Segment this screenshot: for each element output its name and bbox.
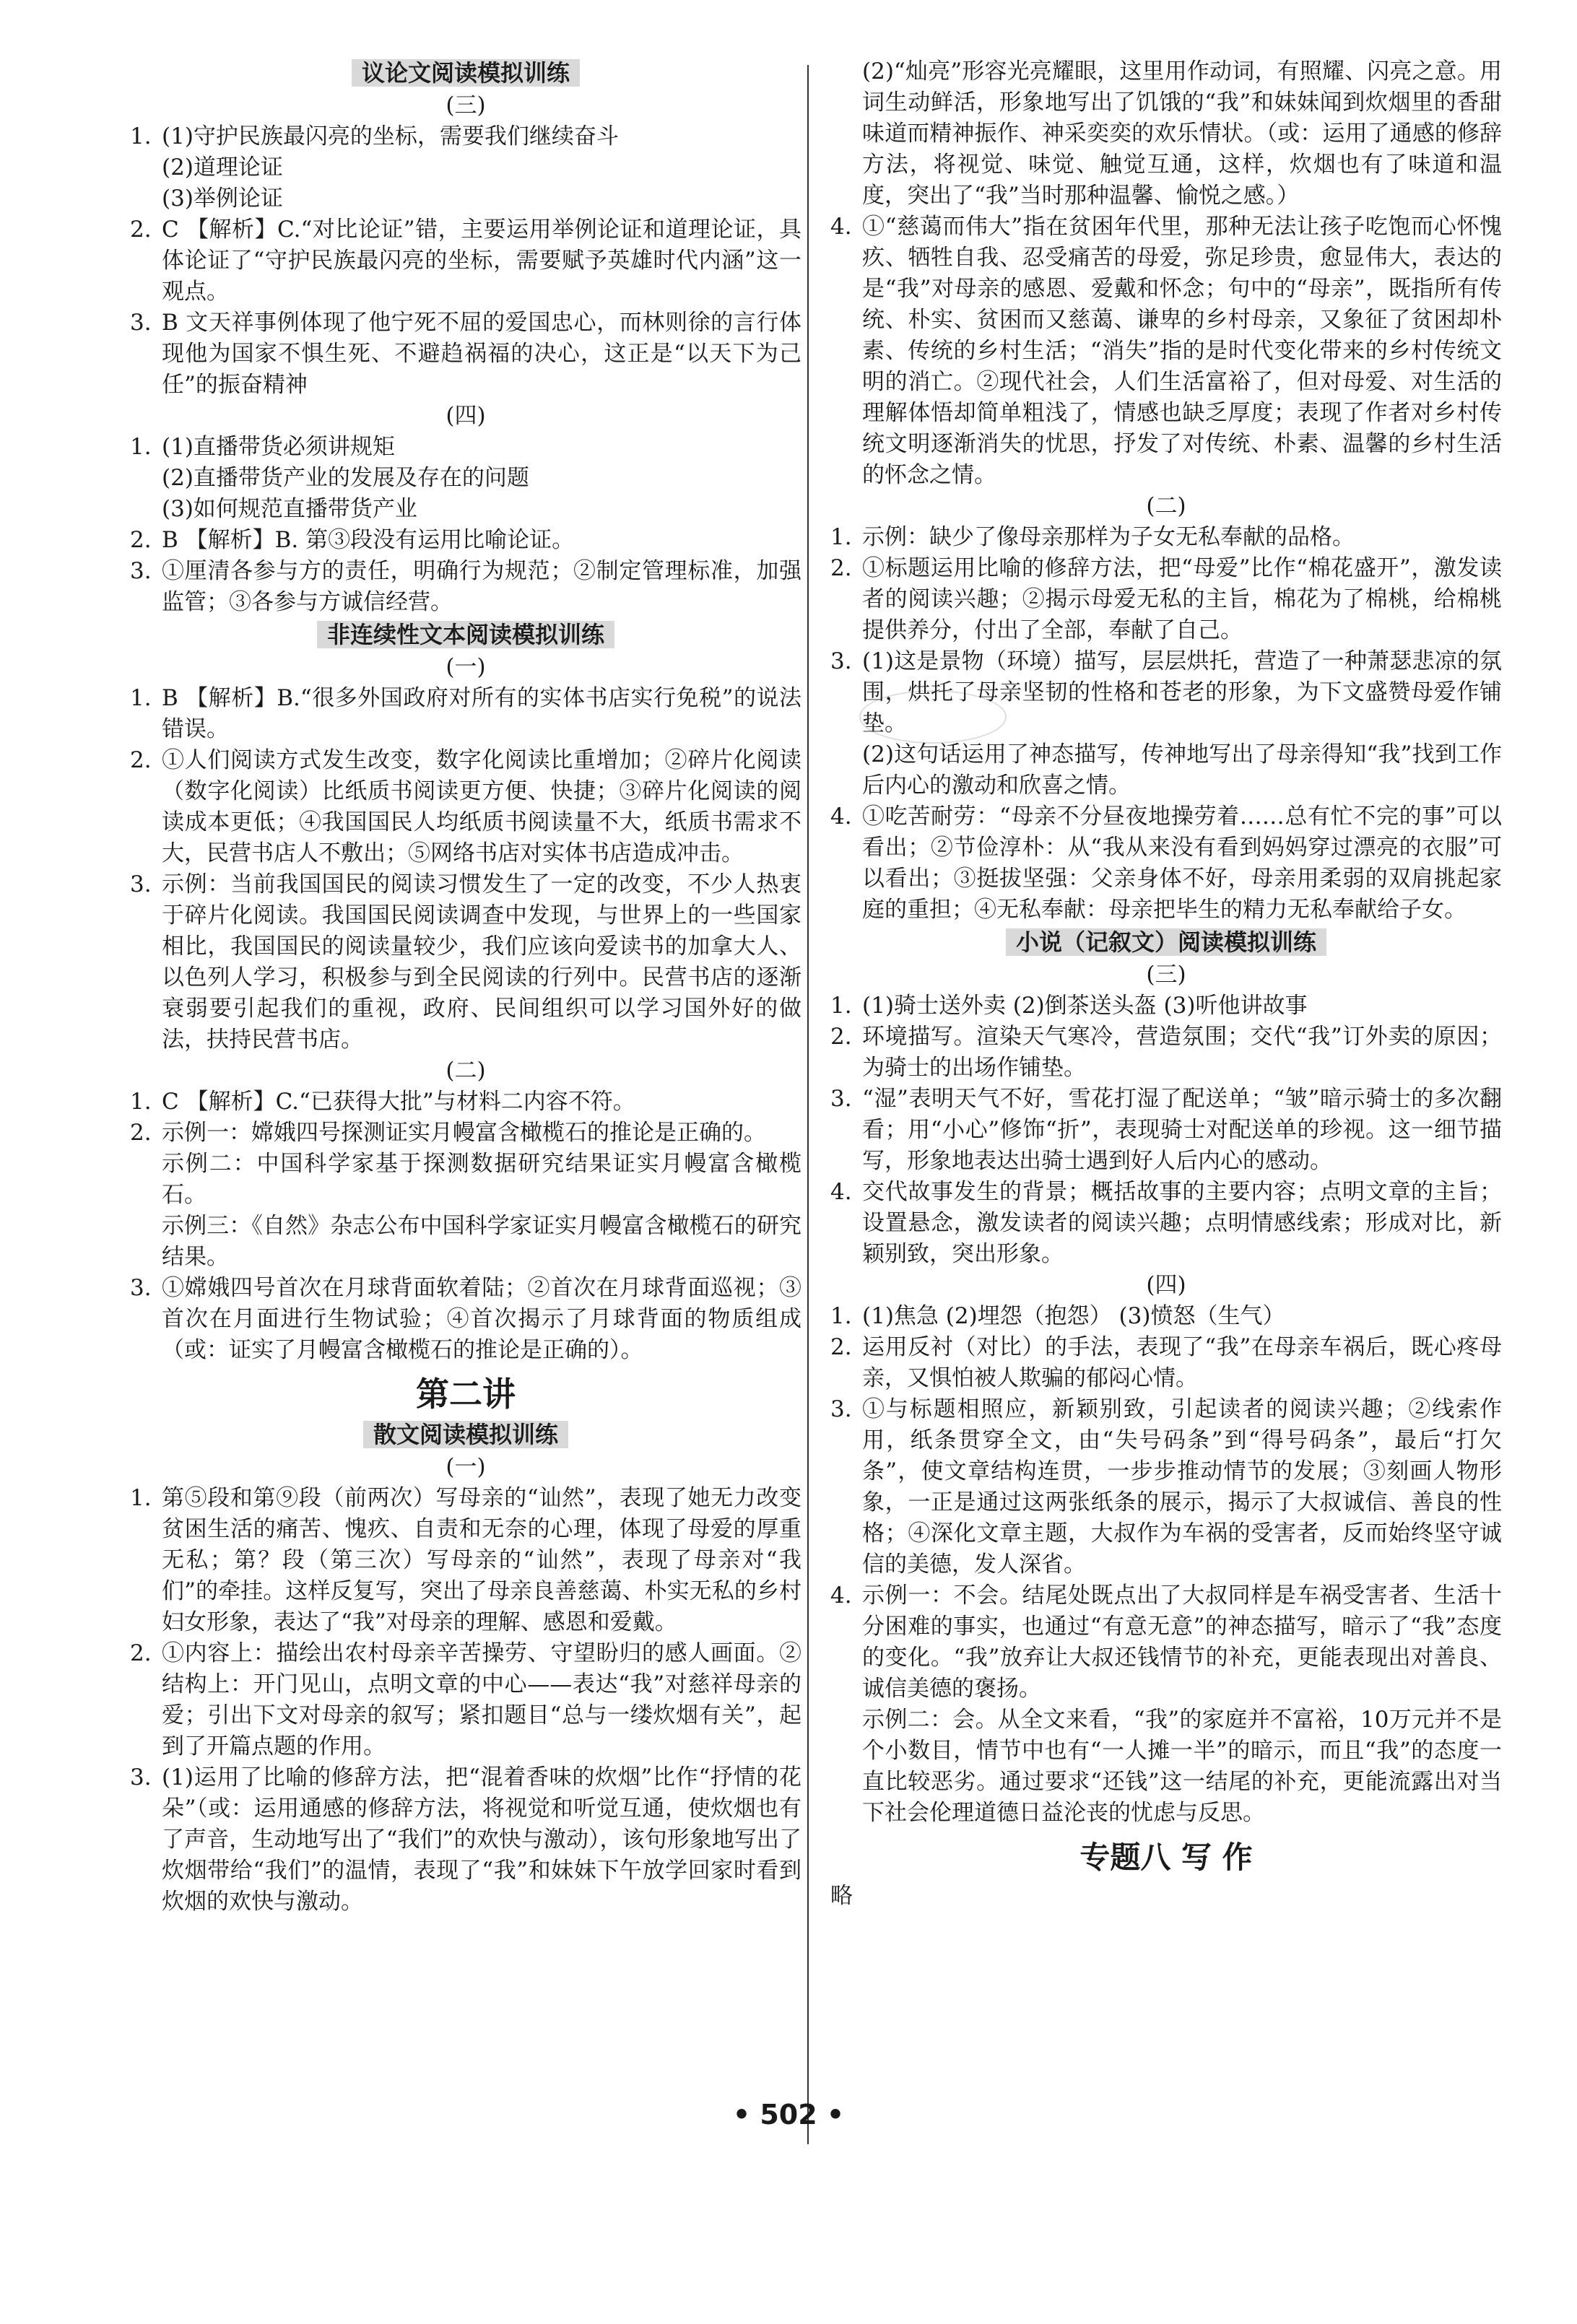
answer-item: 2. ①内容上：描绘出农村母亲辛苦操劳、守望盼归的感人画面。②结构上：开门见山，点明文章的中心——表达“我”对慈祥母亲的爱；引出下文对母亲的叙写；紧扣题目“总与一缕炊烟有关”，起到了开篇点题的作用。	[130, 1640, 801, 1759]
answer-item: 1. (1)焦急 (2)埋怨（抱怨） (3)愤怒（生气）	[830, 1303, 1285, 1329]
answer-item: 1. 第⑤段和第⑨段（前两次）写母亲的“讪然”，表现了她无力改变贫困生活的痛苦、愧疚、自责和无奈的心理，体现了母爱的厚重无私；第？段（第三次）写母亲的“讪然”，表现了母亲对“我们”的牵挂。这样反复写，突出了母亲良善慈蔼、朴实无私的乡村妇女形象，表达了“我”对母亲的理解、感恩和爱戴。	[130, 1485, 801, 1635]
answer-item: 1. C 【解析】C.“已获得大批”与材料二内容不符。	[130, 1089, 635, 1115]
subsection-number: (四)	[446, 403, 486, 429]
subsection-number: (二)	[446, 1058, 486, 1084]
answer-item: 4. 交代故事发生的背景；概括故事的主要内容；点明文章的主旨；设置悬念，激发读者的阅读兴趣；点明情感线索；形成对比，新颖别致，突出形象。	[830, 1179, 1502, 1267]
answer-item: 3. “湿”表明天气不好，雪花打湿了配送单；“皱”暗示骑士的多次翻看；用“小心”修饰“折”，表现骑士对配送单的珍视。这一细节描写，形象地表达出骑士遇到好人后内心的感动。	[830, 1086, 1502, 1174]
answer-item: 2. 运用反衬（对比）的手法，表现了“我”在母亲车祸后，既心疼母亲，又惧怕被人欺骗的郁闷心情。	[830, 1334, 1502, 1391]
column-divider	[807, 65, 809, 2144]
section-title: 小说（记叙文）阅读模拟训练	[830, 927, 1502, 958]
omitted-answer: 略	[830, 1883, 853, 1909]
left-column	[130, 56, 801, 1918]
right-column	[830, 56, 1502, 1912]
page-number: • 502 •	[732, 2099, 845, 2131]
answer-item: 1. 示例：缺少了像母亲那样为子女无私奉献的品格。	[830, 524, 1355, 550]
subsection-number: (一)	[446, 654, 486, 680]
subsection-number: (四)	[1146, 1272, 1186, 1298]
answer-item: 3. ①嫦娥四号首次在月球背面软着陆；②首次在月球背面巡视；③首次在月面进行生物试验；④首次揭示了月球背面的物质组成（或：证实了月幔富含橄榄石的推论是正确的）。	[130, 1275, 801, 1363]
section-title: 非连续性文本阅读模拟训练	[130, 619, 801, 650]
subsection-number: (二)	[1146, 493, 1186, 519]
answer-item: 2. C 【解析】C.“对比论证”错，主要运用举例论证和道理论证，具体论证了“守护民族最闪亮的坐标，需要赋予英雄时代内涵”这一观点。	[130, 217, 801, 305]
answer-item: 1. (1)骑士送外卖 (2)倒茶送头盔 (3)听他讲故事	[830, 993, 1308, 1019]
answer-item: 3. ①厘清各参与方的责任，明确行为规范；②制定管理标准，加强监管；③各参与方诚信经营。	[130, 558, 801, 615]
answer-item: 3. (1)运用了比喻的修辞方法，把“混着香味的炊烟”比作“抒情的花朵”（或：运用通感的修辞方法，将视觉和听觉互通，使炊烟也有了声音，生动地写出了“我们”的欢快与激动），该句形象地写出了炊烟带给“我们”的温情，表现了“我”和妹妹下午放学回家时看到炊烟的欢快与激动。	[130, 1764, 801, 1915]
answer-item: 3. B 文天祥事例体现了他宁死不屈的爱国忠心，而林则徐的言行体现他为国家不惧生死、不避趋祸福的决心，这正是“以天下为己任”的振奋精神	[130, 310, 801, 398]
answer-item: (2)“灿亮”形容光亮耀眼，这里用作动词，有照耀、闪亮之意。用词生动鲜活，形象地写出了饥饿的“我”和妹妹闻到炊烟里的香甜味道而精神振作、神采奕奕的欢乐情状。（或：运用了通感的修辞方法，将视觉、味觉、触觉互通，这样，炊烟也有了味道和温度，突出了“我”当时那种温馨、愉悦之感。）	[862, 58, 1502, 209]
answer-item: 2. 环境描写。渲染天气寒冷，营造氛围；交代“我”订外卖的原因；为骑士的出场作铺垫。	[830, 1024, 1502, 1081]
subsection-number: (一)	[446, 1454, 486, 1480]
subsection-number: (三)	[446, 92, 486, 118]
answer-item: 2. ①人们阅读方式发生改变，数字化阅读比重增加；②碎片化阅读（数字化阅读）比纸质书阅读更方便、快捷；③碎片化阅读的阅读成本更低；④我国国民人均纸质书阅读量不大，纸质书需求不大，民营书店人不敷出；⑤网络书店对实体书店造成冲击。	[130, 747, 801, 866]
topic-title: 专题八 写 作	[1079, 1840, 1253, 1875]
answer-item: 2. 示例一：嫦娥四号探测证实月幔富含橄榄石的推论是正确的。 示例二：中国科学家基于探测数据研究结果证实月幔富含橄榄石。 示例三：《自然》杂志公布中国科学家证实月幔富含橄榄石的研究结果。	[130, 1120, 801, 1270]
answer-item: 1. (1)守护民族最闪亮的坐标，需要我们继续奋斗 (2)道理论证 (3)举例论证	[130, 123, 619, 212]
answer-item: 3. ①与标题相照应，新颖别致，引起读者的阅读兴趣；②线索作用，纸条贯穿全文，由“失号码条”到“得号码条”，最后“打欠条”，使文章结构连贯，一步步推动情节的发展；③刻画人物形象，一正是通过这两张纸条的展示，揭示了大叔诚信、善良的性格；④深化文章主题，大叔作为车祸的受害者，反而始终坚守诚信的美德，发人深省。	[830, 1396, 1502, 1577]
answer-item: 2. ①标题运用比喻的修辞方法，把“母爱”比作“棉花盛开”，激发读者的阅读兴趣；②揭示母爱无私的主旨，棉花为了棉桃，给棉桃提供养分，付出了全部，奉献了自己。	[830, 555, 1502, 643]
subsection-number: (三)	[1146, 962, 1186, 988]
answer-item: 1. (1)直播带货必须讲规矩 (2)直播带货产业的发展及存在的问题 (3)如何规范直播带货产业	[130, 434, 529, 522]
answer-item: 1. B 【解析】B.“很多外国政府对所有的实体书店实行免税”的说法错误。	[130, 685, 801, 742]
section-title: 议论文阅读模拟训练	[130, 58, 801, 89]
answer-item: 2. B 【解析】B. 第③段没有运用比喻论证。	[130, 527, 575, 553]
answer-item: 4. 示例一：不会。结尾处既点出了大叔同样是车祸受害者、生活十分困难的事实，也通过“有意无意”的神态描写，暗示了“我”态度的变化。“我”放弃让大叔还钱情节的补充，更能表现出对善良、诚信美德的褒扬。 示例二：会。从全文来看，“我”的家庭并不富裕，10万元并不是个小数目，情节中也有“一人摊一半”的暗示，而且“我”的态度一直比较恶劣。通过要求“还钱”这一结尾的补充，更能流露出对当下社会伦理道德日益沦丧的忧虑与反思。	[830, 1583, 1502, 1826]
section-title: 散文阅读模拟训练	[130, 1419, 801, 1450]
answer-item: 4. ①吃苦耐劳：“母亲不分昼夜地操劳着……总有忙不完的事”可以看出；②节俭淳朴：从“我从来没有看到妈妈穿过漂亮的衣服”可以看出；③挺拔坚强：父亲身体不好，母亲用柔弱的双肩挑起家庭的重担；④无私奉献：母亲把毕生的精力无私奉献给子女。	[830, 804, 1502, 923]
answer-item: 3. (1)这是景物（环境）描写，层层烘托，营造了一种萧瑟悲凉的氛围，烘托了母亲坚韧的性格和苍老的形象，为下文盛赞母爱作铺垫。 (2)这句话运用了神态描写，传神地写出了母亲得知“我”找到工作后内心的激动和欣喜之情。	[830, 648, 1502, 798]
answer-item: 3. 示例：当前我国国民的阅读习惯发生了一定的改变，不少人热衷于碎片化阅读。我国国民阅读调查中发现，与世界上的一些国家相比，我国国民的阅读量较少，我们应该向爱读书的加拿大人、以色列人学习，积极参与到全民阅读的行列中。民营书店的逐渐衰弱要引起我们的重视，政府、民间组织可以学习国外好的做法，扶持民营书店。	[130, 871, 801, 1053]
lecture-title: 第二讲	[416, 1375, 516, 1414]
answer-item: 4. ①“慈蔼而伟大”指在贫困年代里，那种无法让孩子吃饱而心怀愧疚、牺牲自我、忍受痛苦的母爱，弥足珍贵，愈显伟大，表达的是“我”对母亲的感恩、爱戴和怀念；句中的“母亲”，既指所有传统、朴实、贫困而又慈蔼、谦卑的乡村母亲，又象征了贫困却朴素、传统的乡村生活；“消失”指的是时代变化带来的乡村传统文明的消亡。②现代社会，人们生活富裕了，但对母爱、对生活的理解体悟却简单粗浅了，情感也缺乏厚度；表现了作者对乡村传统文明逐渐消失的忧思，抒发了对传统、朴素、温馨的乡村生活的怀念之情。	[830, 214, 1502, 488]
